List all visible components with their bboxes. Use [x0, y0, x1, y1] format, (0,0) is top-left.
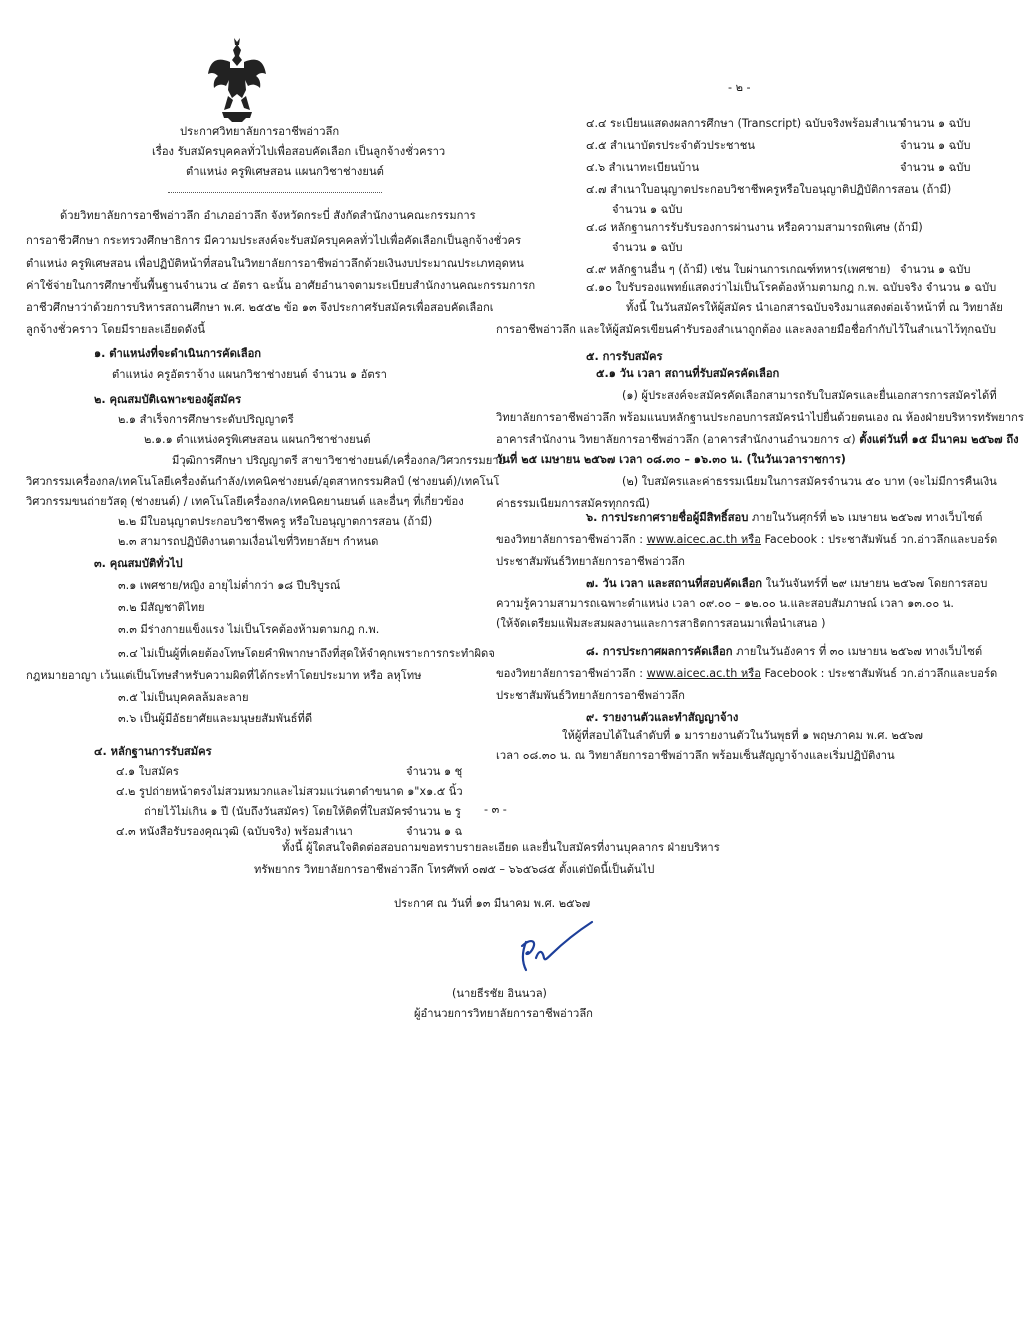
doc-4-9: ๔.๙ หลักฐานอื่น ๆ (ถ้ามี) เช่น ใบผ่านการเกณฑ์ทหาร(เพศชาย) — [586, 263, 891, 276]
doc-4-3: ๔.๓ หนังสือรับรองคุณวุฒิ (ฉบับจริง) พร้อมสำเนา — [116, 825, 353, 838]
doc-4-9-count: จำนวน ๑ ฉบับ — [900, 263, 971, 276]
apply-1-line-2: วิทยาลัยการอาชีพอ่าวลึก พร้อมแนบหลักฐานประกอบการสมัครนำไปยื่นด้วยตนเอง ณ ห้องฝ่ายบริหารทรัพยากร — [496, 411, 1024, 424]
section-3-heading: ๓. คุณสมบัติทั่วไป — [94, 557, 183, 570]
section-1-heading: ๑. ตำแหน่งที่จะดำเนินการคัดเลือก — [94, 347, 262, 360]
section-2-heading: ๒. คุณสมบัติเฉพาะของผู้สมัคร — [94, 393, 242, 406]
section-7-line-1 — [586, 576, 987, 591]
doc-4-8: ๔.๘ หลักฐานการรับรับรองการผ่านงาน หรือความสามารถพิเศษ (ถ้ามี) — [586, 221, 923, 234]
section-7-line-2: ความรู้ความสามารถเฉพาะตำแหน่ง เวลา ๐๙.๐๐ – ๑๒.๐๐ น.และสอบสัมภาษณ์ เวลา ๑๓.๐๐ น. — [496, 597, 954, 610]
qual-2-3: ๒.๓ สามารถปฏิบัติงานตามเงื่อนไขที่วิทยาลัยฯ กำหนด — [118, 535, 379, 548]
section-6-line-3: ประชาสัมพันธ์วิทยาลัยการอาชีพอ่าวลึก — [496, 555, 685, 568]
intro-line-4: ค่าใช้จ่ายในการศึกษาขั้นพื้นฐานจำนวน ๔ อัตรา ฉะนั้น อาศัยอำนาจตามระเบียบสำนักงานคณะกรรมการก — [26, 279, 536, 292]
left-header-line-1: ประกาศวิทยาลัยการอาชีพอ่าวลึก — [180, 125, 340, 138]
apply-end-date: วันที่ ๒๕ เมษายน ๒๕๖๗ เวลา ๐๘.๓๐ – ๑๖.๓๐ น. (ในวันเวลาราชการ) — [496, 453, 846, 466]
section-8-date: ภายในวันอังคาร ที่ ๓๐ เมษายน ๒๕๖๗ ทางเว็บไซต์ — [732, 645, 983, 658]
apply-2-line-1: (๒) ใบสมัครและค่าธรรมเนียมในการสมัครจำนวน ๕๐ บาท (จะไม่มีการคืนเงิน — [622, 475, 997, 488]
page-2-number: - ๒ - — [728, 81, 751, 94]
intro-line-5: อาชีวศึกษาว่าด้วยการบริหารสถานศึกษา พ.ศ. ๒๕๕๒ ข้อ ๑๓ จึงประกาศรับสมัครเพื่อสอบคัดเลือกเ — [26, 301, 494, 314]
announce-date: ประกาศ ณ วันที่ ๑๓ มีนาคม พ.ศ. ๒๕๖๗ — [394, 897, 591, 910]
apply-1-line-3 — [496, 432, 1019, 447]
doc-4-3-count: จำนวน ๑ ฉ — [406, 825, 463, 838]
intro-line-1: ด้วยวิทยาลัยการอาชีพอ่าวลึก อำเภออ่าวลึก จังหวัดกระบี่ สังกัดสำนักงานคณะกรรมการ — [60, 209, 476, 222]
general-3-4-b: กฎหมายอาญา เว้นแต่เป็นโทษสำหรับความผิดที่ได้กระทำโดยประมาท หรือ ลหุโทษ — [26, 669, 422, 682]
section-8-line-3: ประชาสัมพันธ์วิทยาลัยการอาชีพอ่าวลึก — [496, 689, 685, 702]
doc-4-8-count: จำนวน ๑ ฉบับ — [612, 241, 683, 254]
doc-4-10: ๔.๑๐ ใบรับรองแพทย์แสดงว่าไม่เป็นโรคต้องห้ามตามกฎ ก.พ. ฉบับจริง จำนวน ๑ ฉบับ — [586, 281, 997, 294]
general-3-6: ๓.๖ เป็นผู้มีอัธยาศัยและมนุษยสัมพันธ์ที่ดี — [118, 712, 313, 725]
doc-4-2: ๔.๒ รูปถ่ายหน้าตรงไม่สวมหมวกและไม่สวมแว่นตาดำขนาด ๑"x๑.๕ นิ้ว — [116, 785, 463, 798]
qual-2-1-1-b: วิศวกรรมเครื่องกล/เทคโนโลยีเครื่องต้นกำลัง/เทคนิคช่างยนต์/อุตสาหกรรมศิลป์ (ช่างยนต์)/เทคโนโ — [26, 475, 500, 488]
doc-4-7-count: จำนวน ๑ ฉบับ — [612, 203, 683, 216]
section-9-line-1: ให้ผู้ที่สอบได้ในลำดับที่ ๑ มารายงานตัวในวันพุธที่ ๑ พฤษภาคม พ.ศ. ๒๕๖๗ — [562, 729, 923, 742]
section-6-facebook: Facebook : ประชาสัมพันธ์ วก.อ่าวลึกและบอร์ด — [760, 533, 998, 546]
section-5-1-heading: ๕.๑ วัน เวลา สถานที่รับสมัครคัดเลือก — [596, 367, 780, 380]
section-6-line-1 — [586, 510, 982, 525]
doc-4-5: ๔.๕ สำเนาบัตรประจำตัวประชาชน — [586, 139, 756, 152]
section-5-heading: ๕. การรับสมัคร — [586, 350, 663, 363]
doc-4-7: ๔.๗ สำเนาใบอนุญาตประกอบวิชาชีพครูหรือใบอนุญาติปฏิบัติการสอน (ถ้ามี) — [586, 183, 952, 196]
doc-4-1: ๔.๑ ใบสมัคร — [116, 765, 179, 778]
apply-1-line-3-text: อาคารสำนักงาน วิทยาลัยการอาชีพอ่าวลึก (อาคารสำนักงานอำนวยการ ๔) — [496, 433, 860, 446]
contact-line-1: ทั้งนี้ ผู้ใดสนใจติดต่อสอบถามขอทราบรายละเอียด และยื่นใบสมัครที่งานบุคลากร ฝ่ายบริหาร — [282, 841, 720, 854]
qual-2-2: ๒.๒ มีใบอนุญาตประกอบวิชาชีพครู หรือใบอนุญาตการสอน (ถ้ามี) — [118, 515, 433, 528]
intro-line-3: ตำแหน่ง ครูพิเศษสอน เพื่อปฏิบัติหน้าที่สอนในวิทยาลัยการอาชีพอ่าวลึกด้วยเงินงบประมาณประเภทอุดหน — [26, 257, 524, 270]
section-6-heading: ๖. การประกาศรายชื่อผู้มีสิทธิ์สอบ — [586, 511, 749, 524]
qual-2-1-1-a: มีวุฒิการศึกษา ปริญญาตรี สาขาวิชาช่างยนต์/เครื่องกล/วิศวกรรมยาย — [172, 454, 506, 467]
doc-4-6: ๔.๖ สำเนาทะเบียนบ้าน — [586, 161, 700, 174]
section-8-facebook: Facebook : ประชาสัมพันธ์ วก.อ่าวลึกและบอร์ด — [760, 667, 998, 680]
left-header-line-3: ตำแหน่ง ครูพิเศษสอน แผนกวิชาช่างยนต์ — [186, 165, 384, 178]
doc-4-1-count: จำนวน ๑ ชุ — [406, 765, 463, 778]
general-3-3: ๓.๓ มีร่างกายแข็งแรง ไม่เป็นโรคต้องห้ามตามกฎ ก.พ. — [118, 623, 380, 636]
section-6-website-link[interactable]: www.aicec.ac.th หรือ — [646, 533, 761, 546]
doc-4-4: ๔.๔ ระเบียนแสดงผลการศึกษา (Transcript) ฉบับจริงพร้อมสำเนา — [586, 117, 903, 130]
apply-1-line-1: (๑) ผู้ประสงค์จะสมัครคัดเลือกสามารถรับใบสมัครและยื่นเอกสารการสมัครได้ที่ — [622, 389, 997, 402]
signer-title: ผู้อำนวยการวิทยาลัยการอาชีพอ่าวลึก — [414, 1007, 593, 1020]
doc-4-4-count: จำนวน ๑ ฉบับ — [900, 117, 971, 130]
section-1-position: ตำแหน่ง ครูอัตราจ้าง แผนกวิชาช่างยนต์ — [112, 368, 308, 381]
general-3-2: ๓.๒ มีสัญชาติไทย — [118, 601, 205, 614]
section-4-heading: ๔. หลักฐานการรับสมัคร — [94, 745, 212, 758]
general-3-5: ๓.๕ ไม่เป็นบุคคลล้มละลาย — [118, 691, 249, 704]
general-3-4: ๓.๔ ไม่เป็นผู้ที่เคยต้องโทษโดยคำพิพากษาถึงที่สุดให้จำคุกเพราะการกระทำผิดจ — [118, 647, 495, 660]
qual-2-1-1-c: วิศวกรรมขนถ่ายวัสดุ (ช่างยนต์) / เทคโนโลยีเครื่องกล/เทคนิคยานยนต์ และอื่นๆ ที่เกี่ยวข้อง — [26, 495, 464, 508]
section-9-line-2: เวลา ๐๘.๓๐ น. ณ วิทยาลัยการอาชีพอ่าวลึก พร้อมเซ็นสัญญาจ้างและเริ่มปฏิบัติงาน — [496, 749, 895, 762]
page-3-number: - ๓ - — [484, 803, 507, 816]
section-8-line-1 — [586, 644, 982, 659]
section-8-line-2 — [496, 666, 997, 681]
section-8-site-label: ของวิทยาลัยการอาชีพอ่าวลึก : — [496, 667, 647, 680]
intro-line-2: การอาชีวศึกษา กระทรวงศึกษาธิการ มีความประสงค์จะรับสมัครบุคคลทั่วไปเพื่อคัดเลือกเป็นลูกจ้างชั่วคร — [26, 234, 522, 247]
doc-4-2-b: ถ่ายไว้ไม่เกิน ๑ ปี (นับถึงวันสมัคร) โดยให้ติดที่ใบสมัคร — [144, 805, 408, 818]
note-line-1: ทั้งนี้ ในวันสมัครให้ผู้สมัคร นำเอกสารฉบับจริงมาแสดงต่อเจ้าหน้าที่ ณ วิทยาลัย — [626, 301, 1003, 314]
intro-line-6: ลูกจ้างชั่วคราว โดยมีรายละเอียดดังนี้ — [26, 323, 206, 336]
doc-4-5-count: จำนวน ๑ ฉบับ — [900, 139, 971, 152]
section-1-count: จำนวน ๑ อัตรา — [312, 368, 387, 381]
general-3-1: ๓.๑ เพศชาย/หญิง อายุไม่ต่ำกว่า ๑๘ ปีบริบูรณ์ — [118, 579, 341, 592]
qual-2-1-1: ๒.๑.๑ ตำแหน่งครูพิเศษสอน แผนกวิชาช่างยนต์ — [144, 433, 371, 446]
section-7-line-3: (ให้จัดเตรียมแฟ้มสะสมผลงานและการสาธิตการสอนมาเพื่อนำเสนอ ) — [496, 617, 826, 630]
doc-4-6-count: จำนวน ๑ ฉบับ — [900, 161, 971, 174]
contact-line-2: ทรัพยากร วิทยาลัยการอาชีพอ่าวลึก โทรศัพท์ ๐๗๕ – ๖๖๕๖๘๕ ตั้งแต่บัดนี้เป็นต้นไป — [254, 863, 655, 876]
signer-name: (นายธีรชัย อินนวล) — [452, 987, 547, 1000]
section-8-heading: ๘. การประกาศผลการคัดเลือก — [586, 645, 733, 658]
header-divider — [168, 192, 382, 193]
garuda-emblem-icon — [206, 38, 268, 122]
section-6-date: ภายในวันศุกร์ที่ ๒๖ เมษายน ๒๕๖๗ ทางเว็บไซต์ — [748, 511, 983, 524]
left-header-line-2: เรื่อง รับสมัครบุคคลทั่วไปเพื่อสอบคัดเลือก เป็นลูกจ้างชั่วคราว — [152, 145, 446, 158]
doc-4-2-count: จำนวน ๒ รู — [406, 805, 461, 818]
section-6-line-2 — [496, 532, 997, 547]
section-7-heading: ๗. วัน เวลา และสถานที่สอบคัดเลือก — [586, 577, 763, 590]
qual-2-1: ๒.๑ สำเร็จการศึกษาระดับปริญญาตรี — [118, 413, 294, 426]
section-8-website-link[interactable]: www.aicec.ac.th หรือ — [646, 667, 761, 680]
note-line-2: การอาชีพอ่าวลึก และให้ผู้สมัครเขียนคำรับรองสำเนาถูกต้อง และลงลายมือชื่อกำกับไว้ในสำเนาไว้ทุกฉบับ — [496, 323, 997, 336]
signature-icon — [508, 918, 598, 978]
section-7-date: ในวันจันทร์ที่ ๒๙ เมษายน ๒๕๖๗ โดยการสอบ — [762, 577, 988, 590]
apply-2-line-2: ค่าธรรมเนียมการสมัครทุกกรณี) — [496, 497, 650, 510]
section-9-heading: ๙. รายงานตัวและทำสัญญาจ้าง — [586, 711, 739, 724]
section-6-site-label: ของวิทยาลัยการอาชีพอ่าวลึก : — [496, 533, 647, 546]
apply-start-date: ตั้งแต่วันที่ ๑๕ มีนาคม ๒๕๖๗ ถึง — [859, 433, 1019, 446]
